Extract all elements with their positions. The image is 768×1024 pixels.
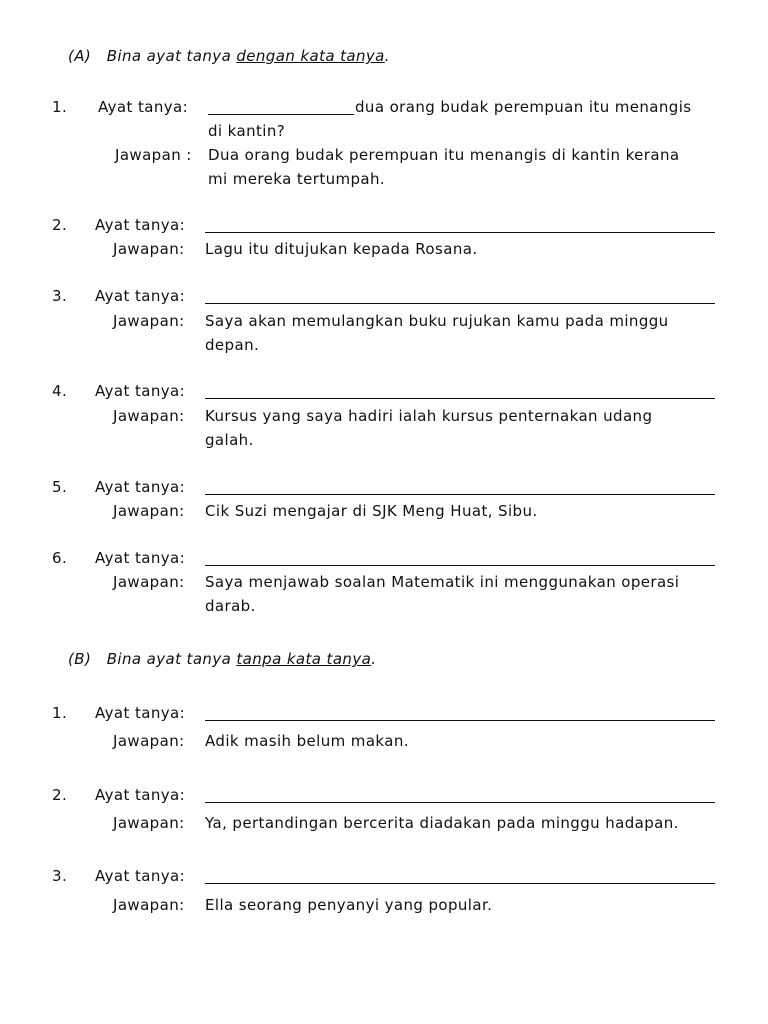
b2-answer-label: Jawapan: (113, 814, 185, 832)
a2-number: 2. (52, 216, 68, 234)
a6-question-label: Ayat tanya: (95, 549, 186, 567)
a3-number: 3. (52, 287, 68, 305)
a2-question-blank[interactable] (205, 232, 715, 233)
section-a-instruction-suffix: . (384, 47, 390, 65)
a4-answer-line-2: galah. (205, 431, 254, 449)
a5-answer-label: Jawapan: (113, 502, 185, 520)
section-a-instruction-underlined: dengan kata tanya (236, 47, 385, 65)
a1-answer-line-1: Dua orang budak perempuan itu menangis di kantin kerana (208, 146, 680, 164)
b1-answer-label: Jawapan: (113, 732, 185, 750)
section-b-instruction-suffix: . (371, 650, 377, 668)
a4-number: 4. (52, 382, 68, 400)
section-a-instruction-prefix: Bina ayat tanya (106, 47, 237, 65)
a5-answer-line-1: Cik Suzi mengajar di SJK Meng Huat, Sibu. (205, 502, 538, 520)
section-b-instruction-underlined: tanpa kata tanya (236, 650, 372, 668)
a4-question-blank[interactable] (205, 398, 715, 399)
b3-question-blank[interactable] (205, 883, 715, 884)
b1-answer-line-1: Adik masih belum makan. (205, 732, 409, 750)
a3-answer-line-2: depan. (205, 336, 260, 354)
a1-question-label: Ayat tanya: (98, 98, 189, 116)
a4-answer-line-1: Kursus yang saya hadiri ialah kursus penternakan udang (205, 407, 653, 425)
a3-question-blank[interactable] (205, 303, 715, 304)
b1-question-blank[interactable] (205, 720, 715, 721)
a1-number: 1. (52, 98, 68, 116)
section-b-label: (B) (68, 650, 92, 668)
a2-question-label: Ayat tanya: (95, 216, 186, 234)
b3-question-label: Ayat tanya: (95, 867, 186, 885)
section-b-heading (68, 649, 376, 669)
a6-number: 6. (52, 549, 68, 567)
b3-number: 3. (52, 867, 68, 885)
a2-answer-line-1: Lagu itu ditujukan kepada Rosana. (205, 240, 478, 258)
a4-answer-label: Jawapan: (113, 407, 185, 425)
a3-question-label: Ayat tanya: (95, 287, 186, 305)
b3-answer-label: Jawapan: (113, 896, 185, 914)
a5-question-label: Ayat tanya: (95, 478, 186, 496)
section-b-instruction-prefix: Bina ayat tanya (106, 650, 237, 668)
b2-question-label: Ayat tanya: (95, 786, 186, 804)
a5-question-blank[interactable] (205, 494, 715, 495)
a5-number: 5. (52, 478, 68, 496)
a6-question-blank[interactable] (205, 565, 715, 566)
b3-answer-line-1: Ella seorang penyanyi yang popular. (205, 896, 493, 914)
a6-answer-line-1: Saya menjawab soalan Matematik ini menggunakan operasi (205, 573, 680, 591)
b2-answer-line-1: Ya, pertandingan bercerita diadakan pada minggu hadapan. (205, 814, 679, 832)
b2-number: 2. (52, 786, 68, 804)
section-a-label: (A) (68, 47, 92, 65)
b1-question-label: Ayat tanya: (95, 704, 186, 722)
a2-answer-label: Jawapan: (113, 240, 185, 258)
a4-question-label: Ayat tanya: (95, 382, 186, 400)
a1-question-text: dua orang budak perempuan itu menangis (355, 98, 692, 116)
a1-question-text-2: di kantin? (208, 122, 286, 140)
a1-answer-line-2: mi mereka tertumpah. (208, 170, 386, 188)
a1-question-blank[interactable] (208, 114, 354, 115)
b2-question-blank[interactable] (205, 802, 715, 803)
a6-answer-label: Jawapan: (113, 573, 185, 591)
section-a-heading (68, 46, 390, 66)
a1-answer-label: Jawapan : (115, 146, 192, 164)
a6-answer-line-2: darab. (205, 597, 256, 615)
a3-answer-label: Jawapan: (113, 312, 185, 330)
b1-number: 1. (52, 704, 68, 722)
a3-answer-line-1: Saya akan memulangkan buku rujukan kamu pada minggu (205, 312, 669, 330)
